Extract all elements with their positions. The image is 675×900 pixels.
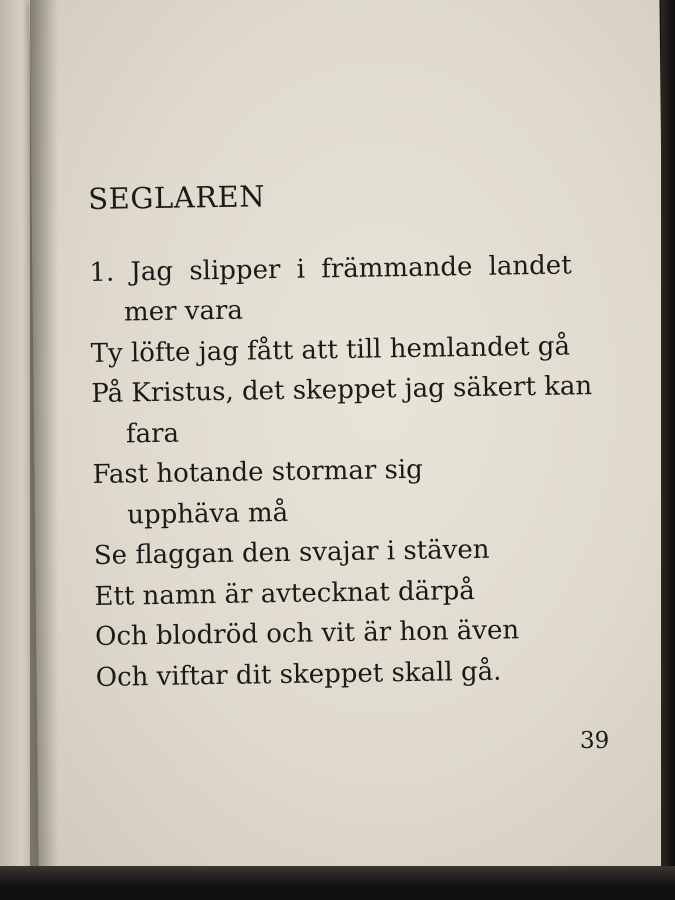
poem-line: Fast hotande stormar sig: [92, 455, 424, 491]
right-book-edge: [661, 0, 675, 900]
bottom-book-edge: [0, 866, 675, 900]
poem-line: upphäva må: [127, 497, 289, 531]
poem-line: mer vara: [123, 295, 244, 328]
poem-line: Och viftar dit skeppet skall gå.: [95, 656, 502, 693]
poem-line: Ett namn är avtecknat därpå: [94, 575, 475, 612]
poem-line: fara: [125, 418, 180, 450]
gutter-shadow: [30, 0, 58, 880]
poem-verse: [89, 244, 636, 698]
poem-title: SEGLAREN: [88, 179, 266, 216]
poem-line: På Kristus, det skeppet jag säkert kan: [91, 371, 593, 410]
page-number: 39: [580, 728, 610, 754]
poem-line: Ty löfte jag fått att till hemlandet gå: [90, 331, 571, 369]
poem-line: 1. Jag slipper i främmande landet: [89, 250, 572, 288]
poem-line: Se flaggan den svajar i stäven: [93, 535, 490, 572]
poem-block: [88, 174, 636, 699]
poem-line: Och blodröd och vit är hon även: [94, 615, 520, 653]
